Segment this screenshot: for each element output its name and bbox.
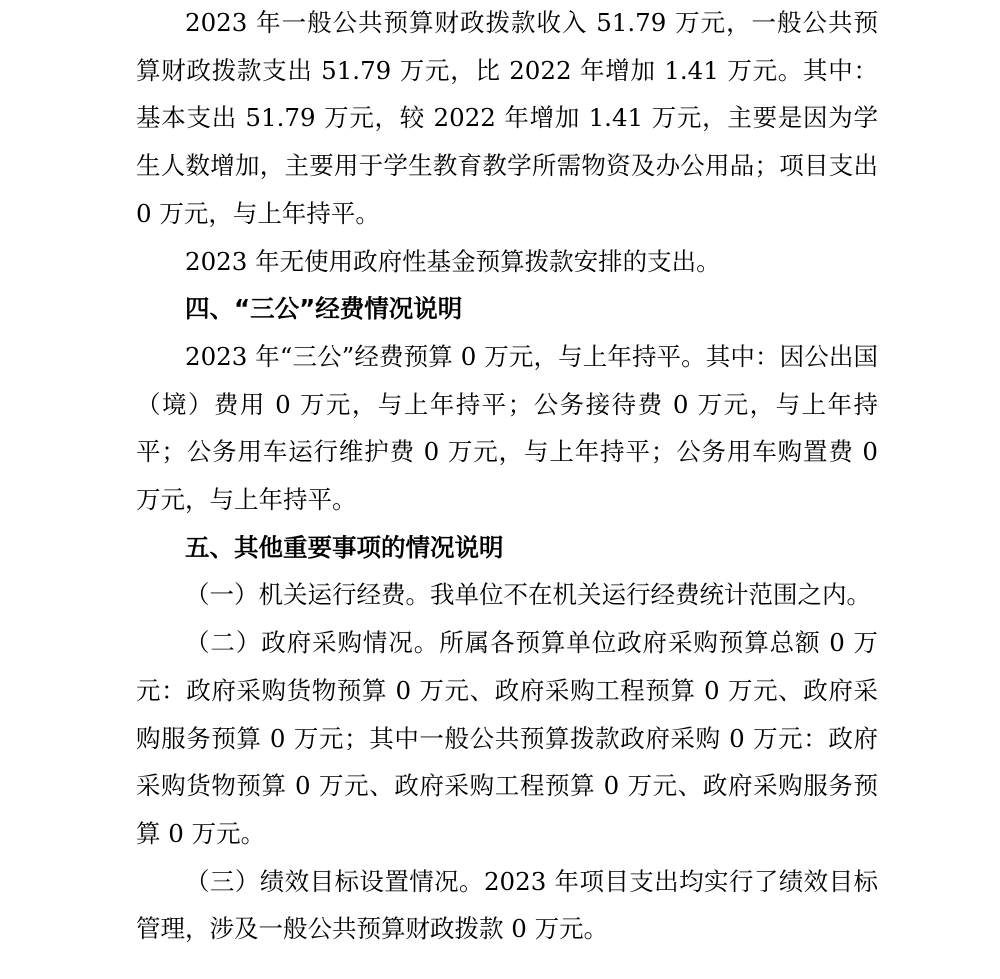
- paragraph-government-fund: 2023 年无使用政府性基金预算拨款安排的支出。: [185, 246, 721, 276]
- paragraph-budget-income-expenditure: 2023 年一般公共预算财政拨款收入 51.79 万元，一般公共预算财政拨款支出 51.79 万元，比 2022 年增加 1.41 万元。其中：基本支出 51.79 万元，较 2022 年增加 1.41 万元，主要是因为学生人数增加，主要用于学生教育教学所需物资及办公用品；项目支出 0 万元，与上年持平。: [136, 8, 878, 228]
- paragraph-three-public-expenses: 2023 年“三公”经费预算 0 万元，与上年持平。其中：因公出国（境）费用 0 万元，与上年持平；公务接待费 0 万元，与上年持平；公务用车运行维护费 0 万元，与上年持平；公务用车购置费 0 万元，与上年持平。: [136, 341, 878, 515]
- document-body: [136, 0, 878, 953]
- paragraph-government-procurement: （二）政府采购情况。所属各预算单位政府采购预算总额 0 万元：政府采购货物预算 0 万元、政府采购工程预算 0 万元、政府采购服务预算 0 万元；其中一般公共预算拨款政府采购 0 万元：政府采购货物预算 0 万元、政府采购工程预算 0 万元、政府采购服务预算 0 万元。: [136, 628, 878, 848]
- section-heading-other-matters: 五、其他重要事项的情况说明: [185, 532, 504, 562]
- section-heading-three-public: 四、“三公”经费情况说明: [185, 294, 463, 324]
- paragraph-operating-expenses: （一）机关运行经费。我单位不在机关运行经费统计范围之内。: [185, 580, 871, 610]
- paragraph-performance-targets: （三）绩效目标设置情况。2023 年项目支出均实行了绩效目标管理，涉及一般公共预算财政拨款 0 万元。: [136, 866, 878, 944]
